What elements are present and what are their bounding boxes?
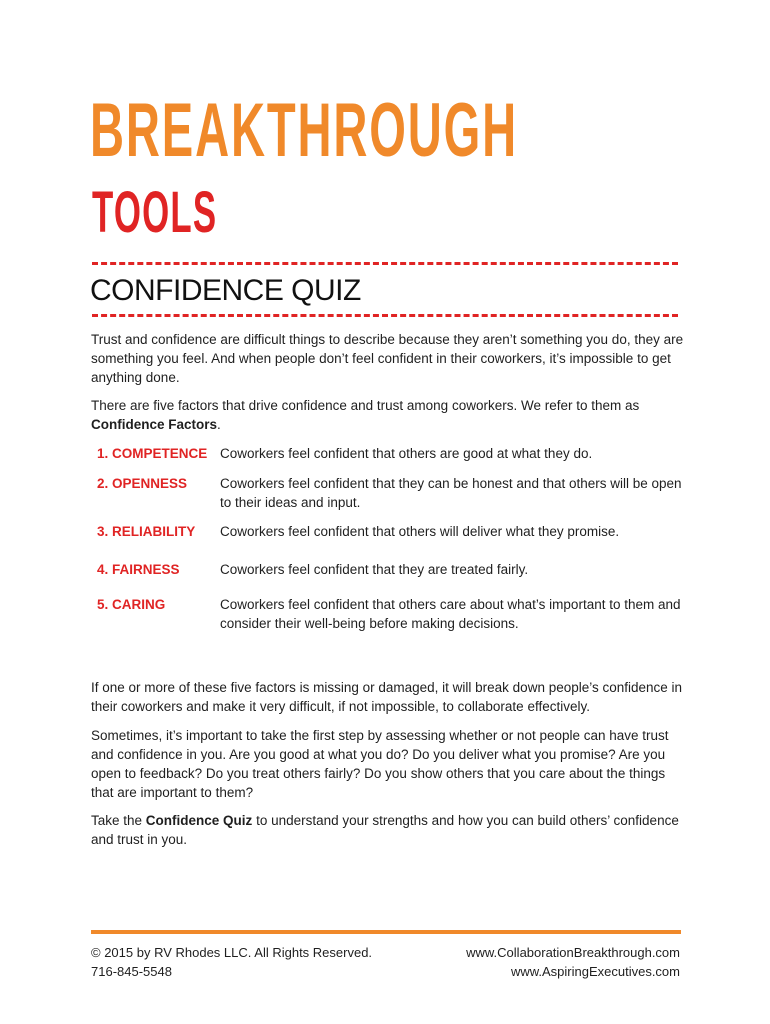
footer-copyright: © 2015 by RV Rhodes LLC. All Rights Reserved.: [91, 945, 373, 960]
body-paragraph-5-end: to understand your strengths and how you can build others’ confidence and trust in you.: [91, 813, 679, 847]
footer-rule: [91, 930, 681, 934]
body-paragraph-5: [91, 811, 686, 849]
intro-paragraph-2-end: .: [217, 417, 221, 432]
dashed-divider-bottom: [92, 314, 678, 317]
factor-name: 5. CARING: [97, 597, 166, 612]
confidence-factors-term: Confidence Factors: [91, 417, 218, 432]
footer-website-link[interactable]: www.AspiringExecutives.com: [510, 964, 680, 979]
footer-left: [91, 943, 372, 981]
page-title: CONFIDENCE QUIZ: [90, 274, 361, 307]
intro-paragraph-2: [91, 396, 686, 434]
factor-description: Coworkers feel confident that others will deliver what they promise.: [220, 524, 620, 539]
footer-phone: 716-845-5548: [91, 964, 172, 979]
factor-description: Coworkers feel confident that others care about what’s important to them and consider their well-being before making decisions.: [220, 597, 681, 631]
body-paragraph-5-start: Take the: [91, 813, 146, 828]
brand-subtitle: TOOLS: [92, 180, 218, 245]
factor-description: Coworkers feel confident that they are treated fairly.: [220, 562, 529, 577]
factor-name: 3. RELIABILITY: [97, 524, 196, 539]
brand-title: BREAKTHROUGH: [90, 88, 519, 173]
confidence-quiz-term: Confidence Quiz: [145, 813, 253, 828]
factor-name: 2. OPENNESS: [97, 476, 188, 491]
footer-right: [466, 943, 680, 981]
footer-website-link[interactable]: www.CollaborationBreakthrough.com: [466, 945, 680, 960]
factor-name: 1. COMPETENCE: [97, 446, 208, 461]
factor-name: 4. FAIRNESS: [97, 562, 180, 577]
dashed-divider-top: [92, 262, 678, 265]
body-paragraph-3: If one or more of these five factors is missing or damaged, it will break down people’s confidence in their coworkers and make it very difficult, if not impossible, to collaborate effectively.: [91, 680, 683, 714]
factor-description: Coworkers feel confident that they can be honest and that others will be open to their ideas and input.: [220, 476, 682, 510]
intro-paragraph-1: Trust and confidence are difficult things to describe because they aren’t something you do, they are something you feel. And when people don’t feel confident in their coworkers, it’s impossible to get anything done.: [91, 332, 684, 385]
factor-description: Coworkers feel confident that others are good at what they do.: [220, 446, 593, 461]
body-paragraph-4: Sometimes, it’s important to take the first step by assessing whether or not people can have trust and confidence in you. Are you good at what you do? Do you deliver what you promise? Are you open to feedback? Do you treat others fairly? Do you show others that you care about the things that are important to them?: [91, 728, 669, 800]
intro-paragraph-2-text: There are five factors that drive confidence and trust among coworkers. We refer to them as: [91, 398, 640, 413]
